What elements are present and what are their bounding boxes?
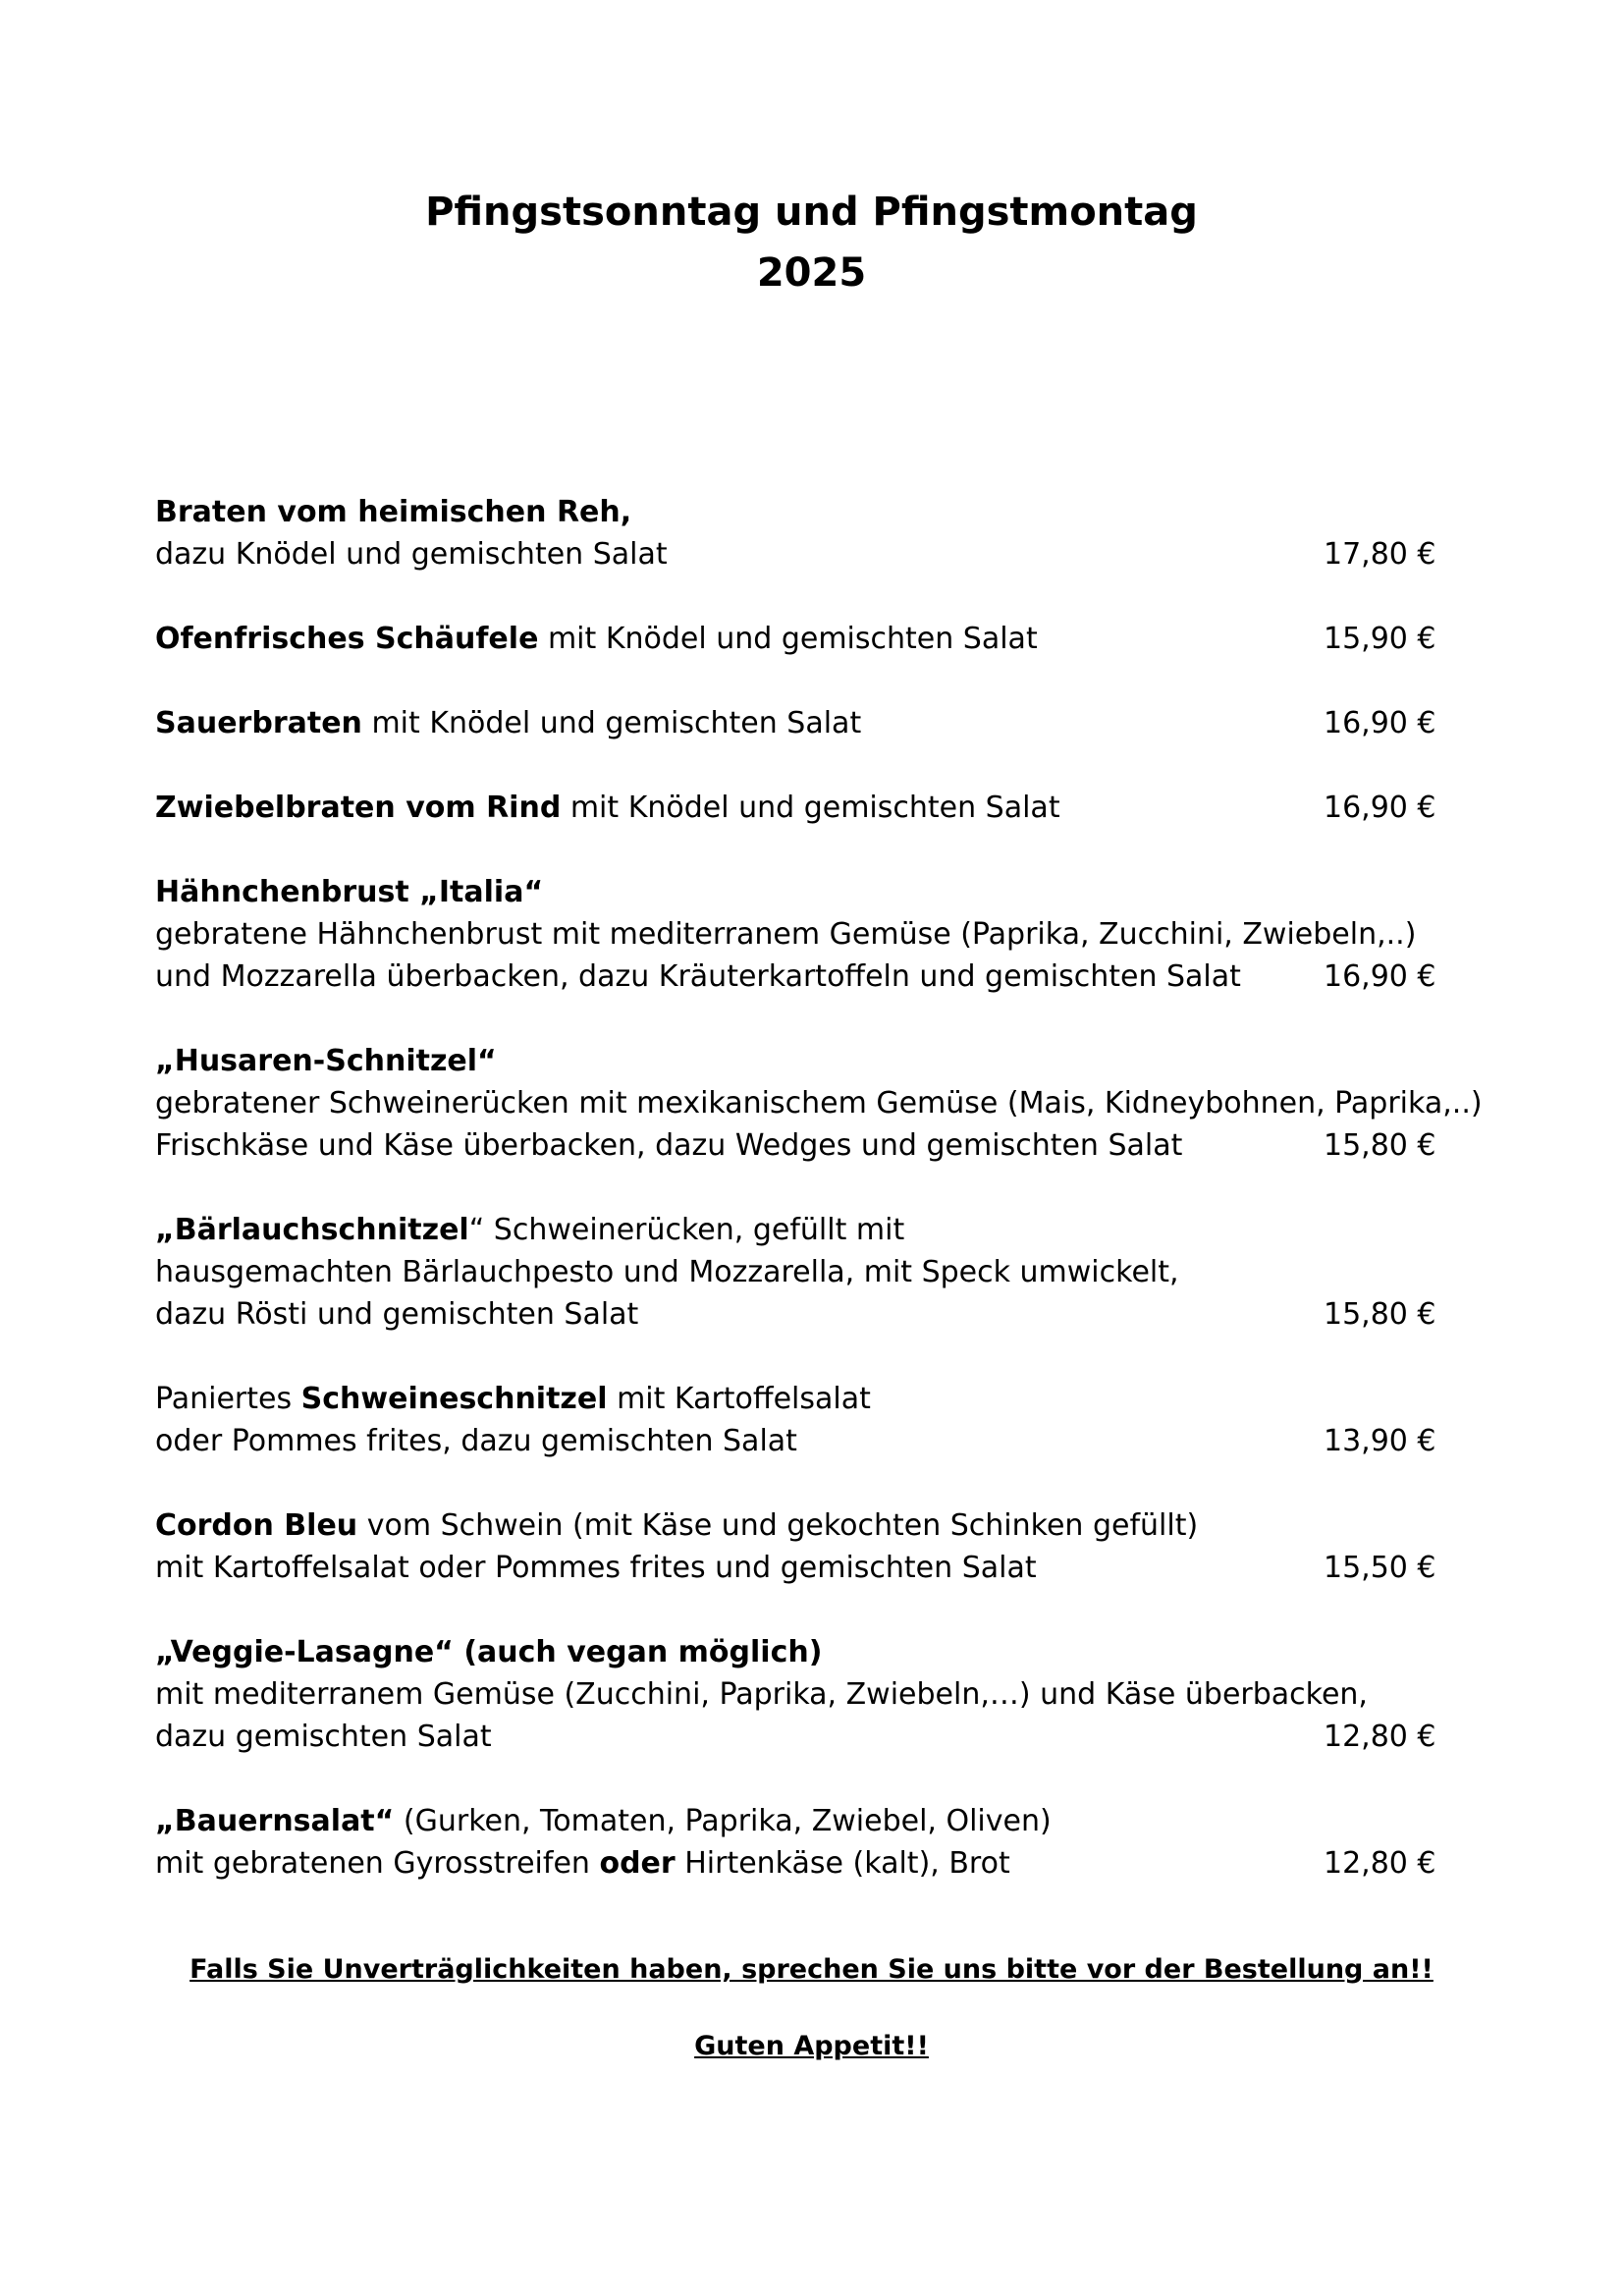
menu-item-line xyxy=(155,1209,1432,1251)
menu-item-line xyxy=(155,1124,1436,1167)
dish-name-text: „Husaren-Schnitzel“ xyxy=(155,1044,497,1078)
menu-item-line xyxy=(155,702,1436,744)
dish-description-text: hausgemachten Bärlauchpesto und Mozzarella, mit Speck umwickelt, xyxy=(155,1255,1179,1289)
title-line-1: Pfingstsonntag und Pfingstmontag xyxy=(425,190,1198,235)
dish-description-text: mit mediterranem Gemüse (Zucchini, Paprika, Zwiebeln,…) und Käse überbacken, xyxy=(155,1677,1368,1712)
dish-description-text: vom Schwein (mit Käse und gekochten Schinken gefüllt) xyxy=(357,1508,1199,1543)
menu-item xyxy=(155,1504,1436,1589)
menu-item-line xyxy=(155,1040,1432,1082)
dish-name-text: Cordon Bleu xyxy=(155,1508,358,1543)
menu-item-line xyxy=(155,871,1432,913)
dish-description-text: mit gebratenen Gyrosstreifen xyxy=(155,1846,600,1881)
menu-item-line xyxy=(155,1293,1436,1336)
menu-item-line xyxy=(155,1842,1436,1885)
dish-description-text: gebratene Hähnchenbrust mit mediterranem Gemüse (Paprika, Zucchini, Zwiebeln,..) xyxy=(155,917,1417,952)
menu-item-line xyxy=(155,956,1436,998)
dish-price: 12,80 € xyxy=(1324,1720,1436,1754)
dish-price: 15,80 € xyxy=(1324,1297,1436,1332)
menu-item-line xyxy=(155,1547,1436,1589)
dish-description-text: gebratener Schweinerücken mit mexikanischem Gemüse (Mais, Kidneybohnen, Paprika,..) xyxy=(155,1086,1483,1121)
menu-item xyxy=(155,1800,1436,1885)
title-line-2: 2025 xyxy=(756,250,867,296)
dish-description-text: Hirtenkäse (kalt), Brot xyxy=(675,1846,1010,1881)
menu-item-line xyxy=(155,1378,1432,1420)
dish-description-text: (Gurken, Tomaten, Paprika, Zwiebel, Oliven) xyxy=(394,1804,1052,1838)
dish-name-text: Ofenfrisches Schäufele xyxy=(155,622,539,656)
dish-price: 15,50 € xyxy=(1324,1551,1436,1585)
dish-name-text: Braten vom heimischen Reh, xyxy=(155,495,632,529)
menu-item xyxy=(155,1040,1483,1167)
dish-name-text: oder xyxy=(599,1846,676,1881)
menu-item-line xyxy=(155,618,1436,660)
menu-item-line xyxy=(155,1631,1432,1673)
menu-item-line xyxy=(155,1673,1432,1716)
dish-description-text: dazu Rösti und gemischten Salat xyxy=(155,1297,639,1332)
closing-greeting: Guten Appetit!! xyxy=(694,2031,929,2061)
dish-description-text: oder Pommes frites, dazu gemischten Salat xyxy=(155,1424,797,1458)
menu-item-line xyxy=(155,1800,1432,1842)
dish-description-text: Paniertes xyxy=(155,1382,301,1416)
menu-item xyxy=(155,787,1436,829)
dish-description-text: mit Kartoffelsalat xyxy=(607,1382,871,1416)
dish-name-text: „Bärlauchschnitzel xyxy=(155,1213,469,1247)
dish-name-text: „Veggie-Lasagne“ (auch vegan möglich) xyxy=(155,1635,823,1669)
dish-description-text: mit Knödel und gemischten Salat xyxy=(361,706,862,740)
menu-item xyxy=(155,1378,1436,1462)
menu-item xyxy=(155,871,1436,998)
dish-price: 17,80 € xyxy=(1324,537,1436,572)
menu-item xyxy=(155,618,1436,660)
dish-name-text: Hähnchenbrust „Italia“ xyxy=(155,875,544,909)
menu-item-line xyxy=(155,913,1432,956)
dish-price: 16,90 € xyxy=(1324,791,1436,825)
dish-description-text: mit Knödel und gemischten Salat xyxy=(538,622,1038,656)
dish-description-text: und Mozzarella überbacken, dazu Kräuterkartoffeln und gemischten Salat xyxy=(155,959,1241,994)
dish-price: 16,90 € xyxy=(1324,959,1436,994)
dish-description-text: Frischkäse und Käse überbacken, dazu Wedges und gemischten Salat xyxy=(155,1128,1183,1163)
dish-price: 13,90 € xyxy=(1324,1424,1436,1458)
menu-item xyxy=(155,491,1436,575)
menu-item-line xyxy=(155,1420,1436,1462)
dish-description-text: dazu Knödel und gemischten Salat xyxy=(155,537,668,572)
menu-item xyxy=(155,1631,1436,1758)
menu-item xyxy=(155,1209,1436,1336)
allergy-notice: Falls Sie Unverträglichkeiten haben, sprechen Sie uns bitte vor der Bestellung an!! xyxy=(189,1954,1434,1985)
menu-item-line xyxy=(155,1504,1432,1547)
menu-item-line xyxy=(155,1251,1432,1293)
dish-price: 15,90 € xyxy=(1324,622,1436,656)
dish-name-text: „Bauernsalat“ xyxy=(155,1804,395,1838)
menu-item-line xyxy=(155,491,1432,533)
dish-name-text: Sauerbraten xyxy=(155,706,362,740)
menu-item-line xyxy=(155,533,1436,575)
menu-item xyxy=(155,702,1436,744)
dish-name-text: Zwiebelbraten vom Rind xyxy=(155,791,562,825)
dish-name-text: Schweineschnitzel xyxy=(300,1382,608,1416)
menu-item-line xyxy=(155,1716,1436,1758)
menu-item-line xyxy=(155,787,1436,829)
menu-list xyxy=(155,491,1483,1927)
dish-price: 12,80 € xyxy=(1324,1846,1436,1881)
dish-description-text: “ Schweinerücken, gefüllt mit xyxy=(468,1213,905,1247)
dish-description-text: mit Knödel und gemischten Salat xyxy=(561,791,1060,825)
menu-item-line xyxy=(155,1082,1483,1124)
page-title xyxy=(0,182,1623,303)
dish-price: 16,90 € xyxy=(1324,706,1436,740)
dish-price: 15,80 € xyxy=(1324,1128,1436,1163)
dish-description-text: mit Kartoffelsalat oder Pommes frites und gemischten Salat xyxy=(155,1551,1037,1585)
dish-description-text: dazu gemischten Salat xyxy=(155,1720,492,1754)
